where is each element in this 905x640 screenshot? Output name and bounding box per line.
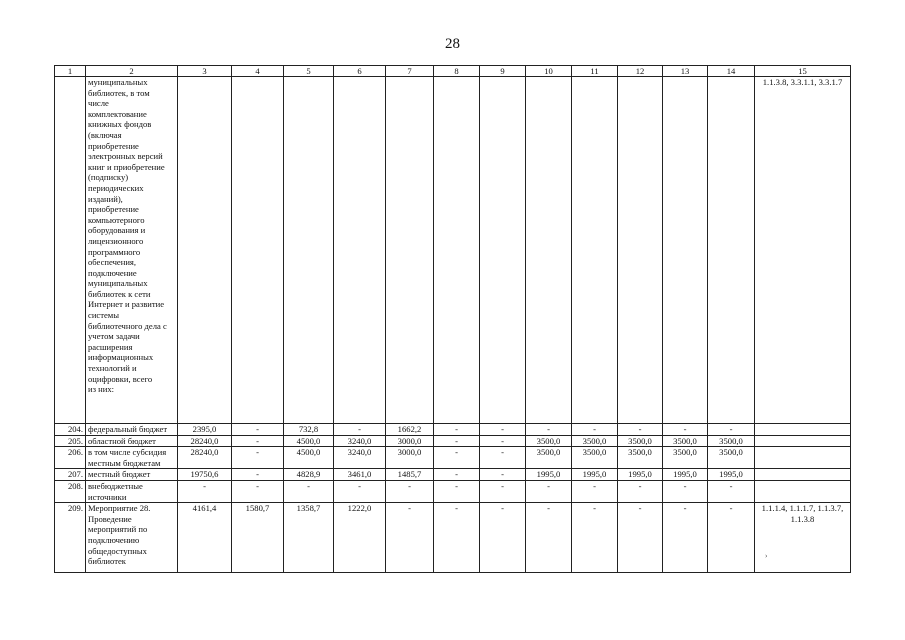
table-row [55,503,851,573]
description-line: технологий и [88,363,137,374]
value-cell [434,77,480,424]
value-cell: - [526,424,572,436]
row-number-cell: 208. [55,480,86,502]
description-line: муниципальных [88,278,148,289]
description-cell: местный бюджет [86,469,178,481]
description-line: библиотек, в том [88,87,150,98]
value-cell: 28240,0 [178,435,232,447]
value-cell: 1995,0 [663,469,708,481]
row-number-cell [55,77,86,424]
value-cell [334,77,386,424]
value-cell: 3500,0 [663,447,708,469]
description-cell: областной бюджет [86,435,178,447]
description-line: муниципальных [88,77,148,87]
header-cell: 9 [480,66,526,77]
value-cell: 1358,7 [284,503,334,573]
description-line: системы [88,310,120,321]
value-cell: - [663,503,708,573]
description-line: из них: [88,384,115,395]
description-line: лицензионного [88,235,144,246]
row-number-cell: 209. [55,503,86,573]
value-cell: - [663,480,708,502]
description-line: (подписку) [88,172,129,183]
description-line: комплектование [88,108,147,119]
value-cell: - [232,435,284,447]
value-cell: 3500,0 [618,447,663,469]
value-cell: - [663,424,708,436]
value-cell: 3500,0 [572,447,618,469]
value-cell: - [480,424,526,436]
value-cell: 4161,4 [178,503,232,573]
header-cell: 8 [434,66,480,77]
value-cell: - [434,503,480,573]
description-line: книг и приобретение [88,161,165,172]
description-line: периодических [88,182,144,193]
value-cell [284,77,334,424]
header-cell: 13 [663,66,708,77]
description-line: информационных [88,352,154,363]
value-cell: 3240,0 [334,447,386,469]
description-line: электронных версий [88,151,163,162]
description-line: изданий), [88,193,123,204]
description-cell [86,503,178,573]
references-cell: 1.1.1.4, 1.1.1.7, 1.1.3.7, 1.1.3.8 [755,503,851,573]
header-cell: 12 [618,66,663,77]
value-cell: 2395,0 [178,424,232,436]
value-cell: - [232,424,284,436]
value-cell [572,77,618,424]
value-cell: 1485,7 [386,469,434,481]
description-line: библиотек [88,556,126,567]
value-cell [386,77,434,424]
value-cell: 1995,0 [572,469,618,481]
value-cell: - [284,480,334,502]
value-cell: - [334,424,386,436]
description-line: общедоступных [88,545,147,556]
table-row [55,447,851,469]
value-cell: - [434,435,480,447]
row-number-cell: 207. [55,469,86,481]
header-cell: 11 [572,66,618,77]
description-line: библиотечного дела с [88,320,167,331]
description-line: подключению [88,534,140,545]
value-cell: - [480,469,526,481]
references-cell: 1.1.3.8, 3.3.1.1, 3.3.1.7 [755,77,851,424]
description-line: книжных фондов [88,119,152,130]
value-cell: - [480,480,526,502]
description-line: учетом задачи [88,331,140,342]
value-cell [526,77,572,424]
value-cell: - [480,447,526,469]
value-cell: - [232,469,284,481]
description-line: библиотек к сети [88,288,151,299]
header-cell: 7 [386,66,434,77]
description-cell: внебюджетные источники [86,480,178,502]
value-cell: - [708,480,755,502]
description-line: числе [88,98,109,109]
description-line: мероприятий по [88,524,148,535]
value-cell: - [618,503,663,573]
references-cell [755,469,851,481]
row-number-cell: 206. [55,447,86,469]
references-cell [755,480,851,502]
value-cell [178,77,232,424]
value-cell: - [618,424,663,436]
references-cell [755,435,851,447]
value-cell: - [480,435,526,447]
header-cell: 1 [55,66,86,77]
value-cell: 1995,0 [618,469,663,481]
references-cell [755,424,851,436]
description-line: Интернет и развитие [88,299,165,310]
description-line: Мероприятие 28. [88,503,151,514]
description-line: оборудования и [88,225,146,236]
value-cell: - [480,503,526,573]
row-number-cell: 204. [55,424,86,436]
header-cell: 10 [526,66,572,77]
value-cell: - [434,469,480,481]
value-cell: 3500,0 [526,447,572,469]
value-cell: - [386,480,434,502]
value-cell: 4828,9 [284,469,334,481]
value-cell: 3500,0 [708,447,755,469]
value-cell: 3500,0 [572,435,618,447]
value-cell [480,77,526,424]
description-cell: в том числе субсидия местным бюджетам [86,447,178,469]
value-cell: - [334,480,386,502]
value-cell: - [526,503,572,573]
value-cell: 19750,6 [178,469,232,481]
table-row [55,435,851,447]
value-cell: - [526,480,572,502]
references-cell [755,447,851,469]
description-line: расширения [88,341,133,352]
value-cell: - [708,503,755,573]
value-cell: - [386,503,434,573]
value-cell: - [434,424,480,436]
value-cell: - [572,503,618,573]
value-cell: - [434,447,480,469]
description-line: приобретение [88,204,139,215]
corner-mark: › [765,552,768,560]
description-line: подключение [88,267,137,278]
header-cell: 2 [86,66,178,77]
value-cell [618,77,663,424]
value-cell: 1222,0 [334,503,386,573]
header-cell: 14 [708,66,755,77]
table-row [55,480,851,502]
value-cell: 3000,0 [386,447,434,469]
header-cell: 3 [178,66,232,77]
page-number: 28 [445,36,460,52]
table-row [55,77,851,424]
value-cell [232,77,284,424]
header-cell: 15 [755,66,851,77]
budget-table [54,65,851,573]
continued-description-cell [86,77,178,424]
header-cell: 5 [284,66,334,77]
value-cell: - [232,447,284,469]
description-line: оцифровки, всего [88,373,153,384]
value-cell: 1662,2 [386,424,434,436]
value-cell: 3461,0 [334,469,386,481]
description-line: приобретение [88,140,139,151]
value-cell: 732,8 [284,424,334,436]
value-cell: 28240,0 [178,447,232,469]
value-cell: 3000,0 [386,435,434,447]
value-cell [663,77,708,424]
value-cell: - [618,480,663,502]
table-row [55,424,851,436]
row-number-cell: 205. [55,435,86,447]
value-cell: 3500,0 [526,435,572,447]
value-cell: - [572,424,618,436]
description-line: программного [88,246,141,257]
description-line: Проведение [88,513,132,524]
value-cell: 3500,0 [663,435,708,447]
value-cell: 1995,0 [708,469,755,481]
description-cell: федеральный бюджет [86,424,178,436]
value-cell: - [232,480,284,502]
value-cell: - [178,480,232,502]
value-cell: - [708,424,755,436]
table-header-row [55,66,851,77]
header-cell: 6 [334,66,386,77]
value-cell: 1580,7 [232,503,284,573]
value-cell [708,77,755,424]
description-line: обеспечения, [88,257,137,268]
value-cell: 3500,0 [708,435,755,447]
value-cell: - [434,480,480,502]
description-line: (включая [88,129,122,140]
table-row [55,469,851,481]
value-cell: - [572,480,618,502]
value-cell: 3240,0 [334,435,386,447]
value-cell: 4500,0 [284,435,334,447]
description-line: компьютерного [88,214,145,225]
value-cell: 4500,0 [284,447,334,469]
value-cell: 3500,0 [618,435,663,447]
header-cell: 4 [232,66,284,77]
value-cell: 1995,0 [526,469,572,481]
